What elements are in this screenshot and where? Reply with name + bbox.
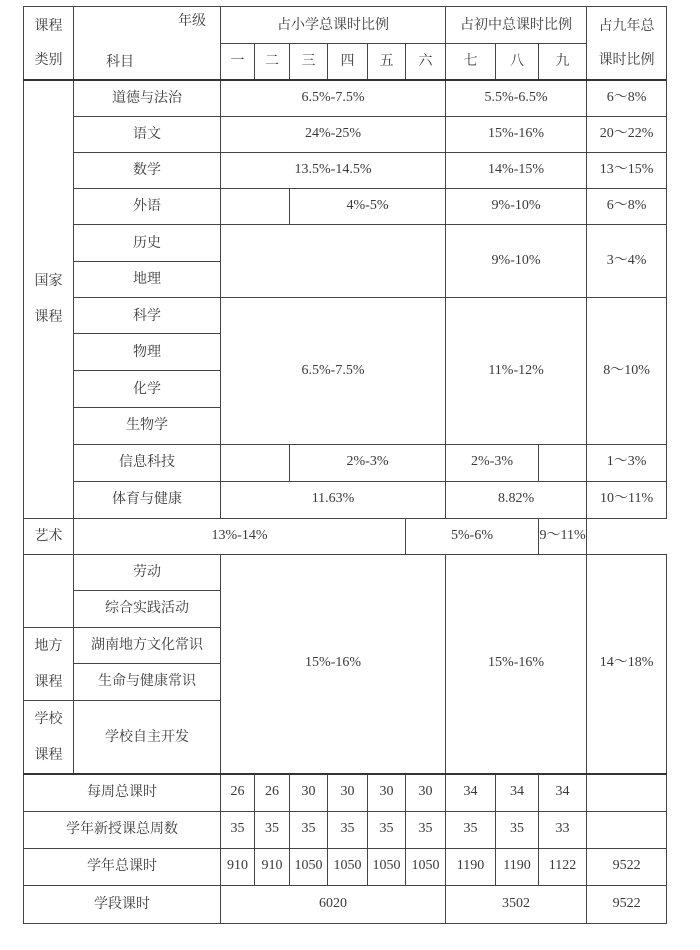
junior-ratio-header: 占初中总课时比例 (446, 7, 587, 44)
row-labor (24, 554, 667, 590)
row-weekly-hours (24, 774, 667, 811)
weekly-hours-cell: 34 (446, 774, 496, 811)
history-geo-total-ratio: 3～4% (587, 225, 667, 298)
category-header-line2: 类别 (34, 51, 63, 68)
annual-hours-total: 9522 (587, 848, 667, 885)
it-junior-ratio: 2%-3% (446, 444, 539, 481)
annual-hours-cell: 1190 (496, 848, 539, 885)
total-ratio-header (587, 7, 667, 80)
subject-science: 科学 (74, 298, 221, 334)
grade-cell: 二 (255, 44, 290, 80)
art-primary-ratio: 13%-14% (74, 518, 406, 554)
annual-hours-label: 学年总课时 (24, 848, 221, 885)
annual-hours-cell: 1050 (290, 848, 328, 885)
row-science (24, 298, 667, 334)
subject-school-developed: 学校自主开发 (74, 700, 221, 774)
annual-hours-cell: 1050 (406, 848, 446, 885)
subject-chemistry: 化学 (74, 371, 221, 407)
annual-hours-cell: 1050 (328, 848, 368, 885)
stage-hours-total: 9522 (587, 885, 667, 923)
subject-labor: 劳动 (74, 554, 221, 590)
row-it (24, 444, 667, 481)
pe-total-ratio: 10～11% (587, 481, 667, 518)
foreign-total-ratio: 6～8% (587, 189, 667, 225)
row-foreign (24, 189, 667, 225)
chinese-primary-ratio: 24%-25% (221, 117, 446, 153)
weekly-hours-cell: 26 (221, 774, 255, 811)
grade-cell: 五 (368, 44, 406, 80)
subject-comprehensive-practice: 综合实践活动 (74, 590, 221, 627)
grade-label: 年级 (178, 13, 206, 29)
foreign-early-grades-empty (221, 189, 290, 225)
local-category-line1: 地方 (34, 637, 63, 654)
header-row-1 (24, 7, 667, 44)
chinese-junior-ratio: 15%-16% (446, 117, 587, 153)
curriculum-table (23, 6, 667, 924)
subject-hunan-local-culture: 湖南地方文化常识 (74, 627, 221, 663)
grade-cell: 一 (221, 44, 255, 80)
row-morality (24, 80, 667, 117)
national-category-line1: 国家 (34, 273, 63, 290)
row-chinese (24, 117, 667, 153)
row-stage-hours (24, 885, 667, 923)
row-math (24, 153, 667, 189)
it-total-ratio: 1～3% (587, 444, 667, 481)
pe-junior-ratio: 8.82% (446, 481, 587, 518)
teaching-weeks-cell: 35 (368, 811, 406, 848)
sciences-total-ratio: 8～10% (587, 298, 667, 444)
category-header (24, 7, 74, 80)
teaching-weeks-cell: 35 (290, 811, 328, 848)
math-primary-ratio: 13.5%-14.5% (221, 153, 446, 189)
it-grade9-empty (539, 444, 587, 481)
subject-geography: 地理 (74, 262, 221, 298)
teaching-weeks-cell: 35 (446, 811, 496, 848)
art-total-ratio: 9～11% (539, 518, 587, 554)
subject-information-technology: 信息科技 (74, 444, 221, 481)
it-primary-ratio: 2%-3% (290, 444, 446, 481)
national-category-line2: 课程 (34, 309, 63, 326)
it-early-grades-empty (221, 444, 290, 481)
grade-cell: 七 (446, 44, 496, 80)
national-category (24, 80, 74, 519)
subject-foreign-language: 外语 (74, 189, 221, 225)
weekly-hours-cell: 34 (539, 774, 587, 811)
weekly-hours-cell: 30 (368, 774, 406, 811)
weekly-hours-cell: 30 (406, 774, 446, 811)
stage-hours-junior: 3502 (446, 885, 587, 923)
row-annual-hours (24, 848, 667, 885)
stage-hours-label: 学段课时 (24, 885, 221, 923)
grade-cell: 四 (328, 44, 368, 80)
stage-hours-primary: 6020 (221, 885, 446, 923)
total-header-line2: 课时比例 (598, 51, 655, 68)
teaching-weeks-cell: 33 (539, 811, 587, 848)
subject-chinese: 语文 (74, 117, 221, 153)
foreign-junior-ratio: 9%-10% (446, 189, 587, 225)
subject-morality: 道德与法治 (74, 80, 221, 117)
subject-physics: 物理 (74, 334, 221, 371)
annual-hours-cell: 1190 (446, 848, 496, 885)
row-art (24, 518, 667, 554)
art-junior-ratio: 5%-6% (406, 518, 539, 554)
row-pe (24, 481, 667, 518)
subject-art: 艺术 (24, 518, 74, 554)
teaching-weeks-cell: 35 (255, 811, 290, 848)
teaching-weeks-cell: 35 (221, 811, 255, 848)
weekly-hours-label: 每周总课时 (24, 774, 221, 811)
teaching-weeks-cell: 35 (406, 811, 446, 848)
sciences-primary-ratio: 6.5%-7.5% (221, 298, 446, 444)
subject-label: 科目 (106, 53, 134, 70)
grade-cell: 九 (539, 44, 587, 80)
practice-total-ratio: 14～18% (587, 554, 667, 774)
teaching-weeks-cell: 35 (496, 811, 539, 848)
weekly-hours-cell: 30 (290, 774, 328, 811)
foreign-primary-ratio: 4%-5% (290, 189, 446, 225)
math-total-ratio: 13～15% (587, 153, 667, 189)
local-category-line2: 课程 (34, 673, 63, 690)
grade-cell: 八 (496, 44, 539, 80)
teaching-weeks-total (587, 811, 667, 848)
weekly-hours-total (587, 774, 667, 811)
annual-hours-cell: 1050 (368, 848, 406, 885)
morality-total-ratio: 6～8% (587, 80, 667, 117)
annual-hours-cell: 910 (221, 848, 255, 885)
category-header-line1: 课程 (34, 17, 63, 34)
practice-category-empty (24, 554, 74, 627)
subject-math: 数学 (74, 153, 221, 189)
subject-pe-health: 体育与健康 (74, 481, 221, 518)
annual-hours-cell: 1122 (539, 848, 587, 885)
teaching-weeks-label: 学年新授课总周数 (24, 811, 221, 848)
practice-junior-ratio: 15%-16% (446, 554, 587, 774)
morality-primary-ratio: 6.5%-7.5% (221, 80, 446, 117)
school-category-line2: 课程 (34, 746, 63, 763)
annual-hours-cell: 910 (255, 848, 290, 885)
weekly-hours-cell: 30 (328, 774, 368, 811)
subject-life-health: 生命与健康常识 (74, 663, 221, 700)
chinese-total-ratio: 20～22% (587, 117, 667, 153)
practice-primary-ratio: 15%-16% (221, 554, 446, 774)
weekly-hours-cell: 34 (496, 774, 539, 811)
primary-ratio-header: 占小学总课时比例 (221, 7, 446, 44)
subject-history: 历史 (74, 225, 221, 262)
teaching-weeks-cell: 35 (328, 811, 368, 848)
subject-biology: 生物学 (74, 407, 221, 444)
grade-subject-header (74, 7, 221, 80)
sciences-junior-ratio: 11%-12% (446, 298, 587, 444)
weekly-hours-cell: 26 (255, 774, 290, 811)
grade-cell: 六 (406, 44, 446, 80)
grade-cell: 三 (290, 44, 328, 80)
row-history (24, 225, 667, 262)
local-category (24, 627, 74, 700)
math-junior-ratio: 14%-15% (446, 153, 587, 189)
school-category-line1: 学校 (34, 710, 63, 727)
morality-junior-ratio: 5.5%-6.5% (446, 80, 587, 117)
history-geo-junior-ratio: 9%-10% (446, 225, 587, 298)
school-category (24, 700, 74, 774)
total-header-line1: 占九年总 (598, 17, 655, 34)
pe-primary-ratio: 11.63% (221, 481, 446, 518)
history-geo-primary-empty (221, 225, 446, 298)
row-teaching-weeks (24, 811, 667, 848)
